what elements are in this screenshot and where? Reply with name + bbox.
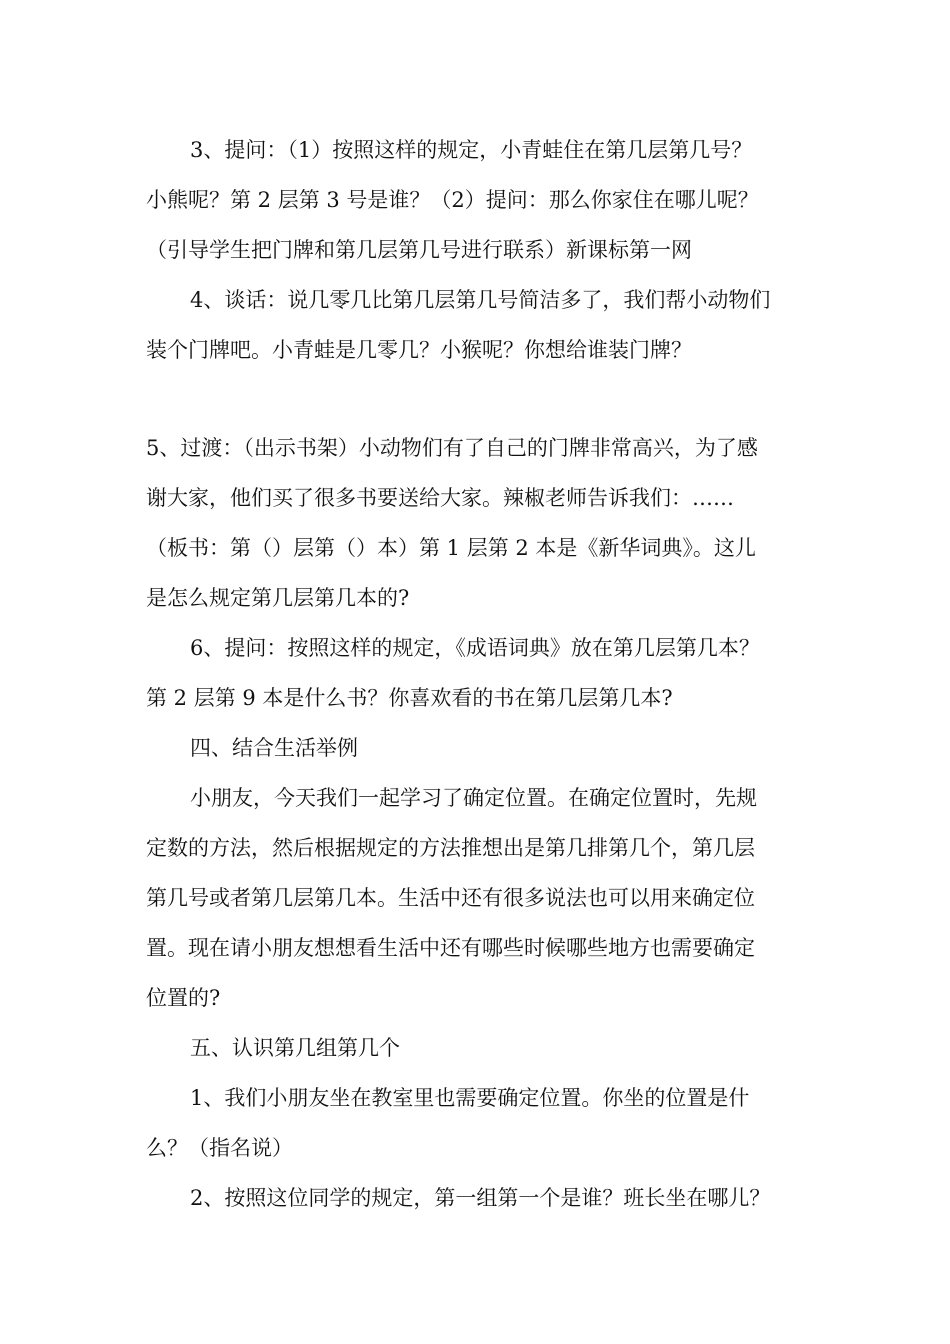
section-heading-5: 五、认识第几组第几个 <box>190 1036 400 1060</box>
text-line-11: 第 2 层第 9 本是什么书？你喜欢看的书在第几层第几本? <box>146 686 673 710</box>
text-line-7: 谢大家，他们买了很多书要送给大家。辣椒老师告诉我们：…… <box>146 486 734 510</box>
section-heading-4: 四、结合生活举例 <box>190 736 358 760</box>
text-line-14: 定数的方法，然后根据规定的方法推想出是第几排第几个，第几层 <box>146 836 755 860</box>
text-line-21: 2、按照这位同学的规定，第一组第一个是谁？班长坐在哪儿？ <box>190 1186 771 1210</box>
text-line-1: 3、提问：（1）按照这样的规定，小青蛙住在第几层第几号？ <box>190 138 753 162</box>
text-line-15: 第几号或者第几层第几本。生活中还有很多说法也可以用来确定位 <box>146 886 755 910</box>
text-line-19: 1、我们小朋友坐在教室里也需要确定位置。你坐的位置是什 <box>190 1086 750 1110</box>
text-line-17: 位置的? <box>146 986 221 1010</box>
text-line-20: 么？（指名说） <box>146 1136 293 1160</box>
text-line-8: （板书：第（）层第（）本）第 1 层第 2 本是《新华词典》。这儿 <box>146 536 756 560</box>
text-line-2: 小熊呢？第 2 层第 3 号是谁？（2）提问：那么你家住在哪儿呢？ <box>146 188 759 212</box>
text-line-4: 4、谈话：说几零几比第几层第几号简洁多了，我们帮小动物们 <box>190 288 771 312</box>
text-line-9: 是怎么规定第几层第几本的? <box>146 586 410 610</box>
text-line-16: 置。现在请小朋友想想看生活中还有哪些时候哪些地方也需要确定 <box>146 936 755 960</box>
text-line-13: 小朋友，今天我们一起学习了确定位置。在确定位置时，先规 <box>190 786 757 810</box>
text-line-6: 5、过渡：（出示书架）小动物们有了自己的门牌非常高兴，为了感 <box>146 436 758 460</box>
text-line-3: （引导学生把门牌和第几层第几号进行联系）新课标第一网 <box>146 238 692 262</box>
text-line-5: 装个门牌吧。小青蛙是几零几？小猴呢？你想给谁装门牌？ <box>146 338 692 362</box>
text-line-10: 6、提问：按照这样的规定，《成语词典》放在第几层第几本？ <box>190 636 760 660</box>
